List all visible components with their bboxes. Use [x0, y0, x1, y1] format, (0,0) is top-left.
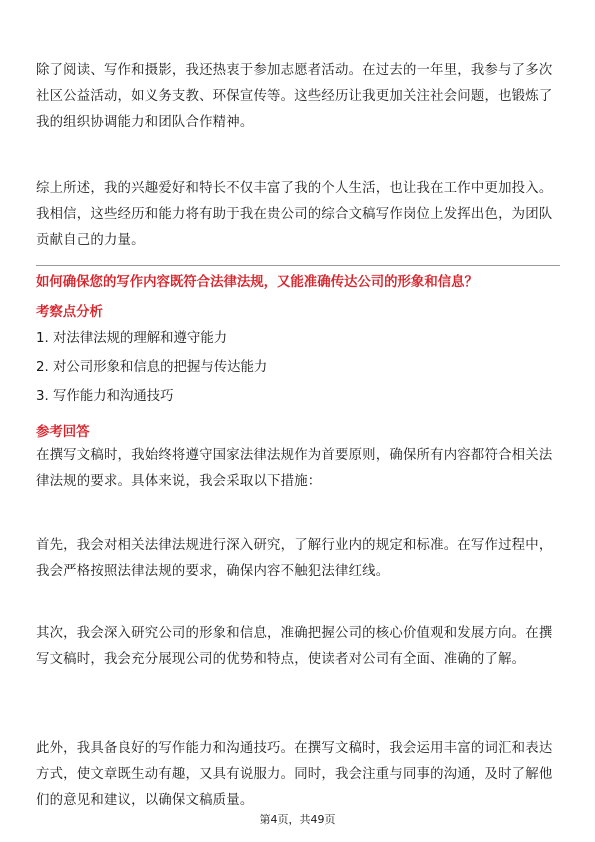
paragraph-summary: 综上所述，我的兴趣爱好和特长不仅丰富了我的个人生活，也让我在工作中更加投入。我相信，这些经历和能力将有助于我在贵公司的综合文稿写作岗位上发挥出色，为团队贡献自己的力量。 — [36, 181, 553, 248]
answer-paragraph-4: 此外，我具备良好的写作能力和沟通技巧。在撰写文稿时，我会运用丰富的词汇和表达方式，使文章既生动有趣，又具有说服力。同时，我会注重与同事的沟通，及时了解他们的意见和建议，以确保文稿质量。 — [36, 741, 553, 808]
analysis-item-2: 2. 对公司形象和信息的把握与传达能力 — [36, 360, 268, 375]
answer-paragraph-3: 其次，我会深入研究公司的形象和信息，准确把握公司的核心价值观和发展方向。在撰写文稿时，我会充分展现公司的优势和特点，使读者对公司有全面、准确的了解。 — [36, 626, 553, 667]
analysis-item-1: 1. 对法律法规的理解和遵守能力 — [36, 331, 228, 346]
section-divider — [36, 265, 560, 266]
paragraph-volunteer: 除了阅读、写作和摄影，我还热衷于参加志愿者活动。在过去的一年里，我参与了多次社区公益活动，如义务支教、环保宣传等。这些经历让我更加关注社会问题，也锻炼了我的组织协调能力和团队合作精神。 — [36, 63, 553, 130]
analysis-item-3: 3. 写作能力和沟通技巧 — [36, 389, 174, 404]
answer-heading: 参考回答 — [36, 425, 90, 440]
analysis-heading: 考察点分析 — [36, 305, 103, 320]
answer-paragraph-2: 首先，我会对相关法律法规进行深入研究，了解行业内的规定和标准。在写作过程中，我会严格按照法律法规的要求，确保内容不触犯法律红线。 — [36, 538, 553, 579]
page-number: 第4页，共49页 — [259, 813, 336, 826]
answer-paragraph-1: 在撰写文稿时，我始终将遵守国家法律法规作为首要原则，确保所有内容都符合相关法律法规的要求。具体来说，我会采取以下措施： — [36, 448, 553, 489]
question-title: 如何确保您的写作内容既符合法律法规，又能准确传达公司的形象和信息？ — [36, 275, 478, 290]
